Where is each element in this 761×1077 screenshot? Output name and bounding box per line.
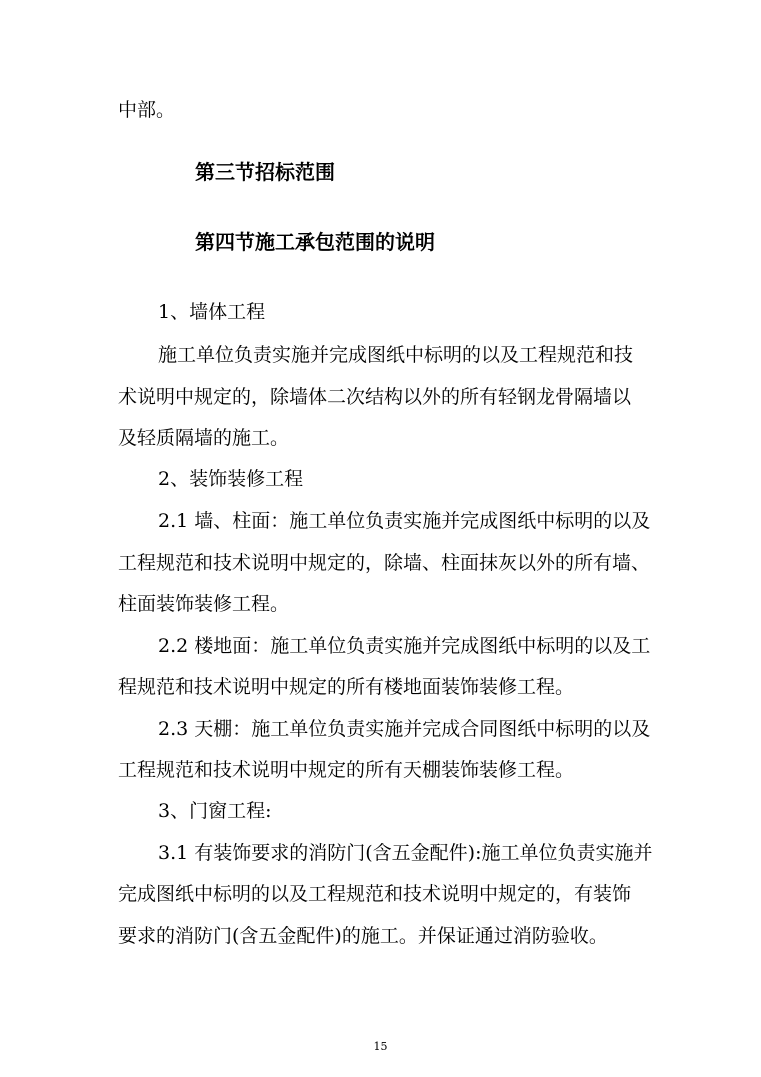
paragraph-line: 柱面装饰装修工程。 [118, 593, 290, 615]
paragraph-line: 2.2 楼地面：施工单位负责实施并完成图纸中标明的以及工 [158, 635, 651, 657]
paragraph-line: 要求的消防门(含五金配件)的施工。并保证通过消防验收。 [118, 925, 608, 947]
paragraph-line: 3.1 有装饰要求的消防门(含五金配件):施工单位负责实施并 [158, 842, 653, 864]
paragraph-line: 工程规范和技术说明中规定的所有天棚装饰装修工程。 [118, 759, 575, 781]
heading-section-4: 第四节施工承包范围的说明 [195, 230, 435, 254]
paragraph-line: 施工单位负责实施并完成图纸中标明的以及工程规范和技 [158, 344, 634, 366]
heading-section-3: 第三节招标范围 [195, 160, 335, 184]
item-title-doors-windows: 3、门窗工程: [158, 800, 272, 822]
paragraph-line: 术说明中规定的，除墙体二次结构以外的所有轻钢龙骨隔墙以 [118, 386, 632, 408]
paragraph-line: 工程规范和技术说明中规定的，除墙、柱面抹灰以外的所有墙、 [118, 552, 651, 574]
page-number: 15 [373, 1040, 388, 1053]
paragraph-line: 程规范和技术说明中规定的所有楼地面装饰装修工程。 [118, 676, 575, 698]
item-title-decoration: 2、装饰装修工程 [158, 468, 304, 490]
carryover-text: 中部。 [118, 99, 176, 121]
paragraph-line: 2.1 墙、柱面：施工单位负责实施并完成图纸中标明的以及 [158, 510, 651, 532]
paragraph-line: 2.3 天棚：施工单位负责实施并完成合同图纸中标明的以及 [158, 718, 651, 740]
paragraph-line: 及轻质隔墙的施工。 [118, 427, 290, 449]
item-title-walls: 1、墙体工程 [158, 301, 266, 323]
paragraph-line: 完成图纸中标明的以及工程规范和技术说明中规定的，有装饰 [118, 883, 632, 905]
